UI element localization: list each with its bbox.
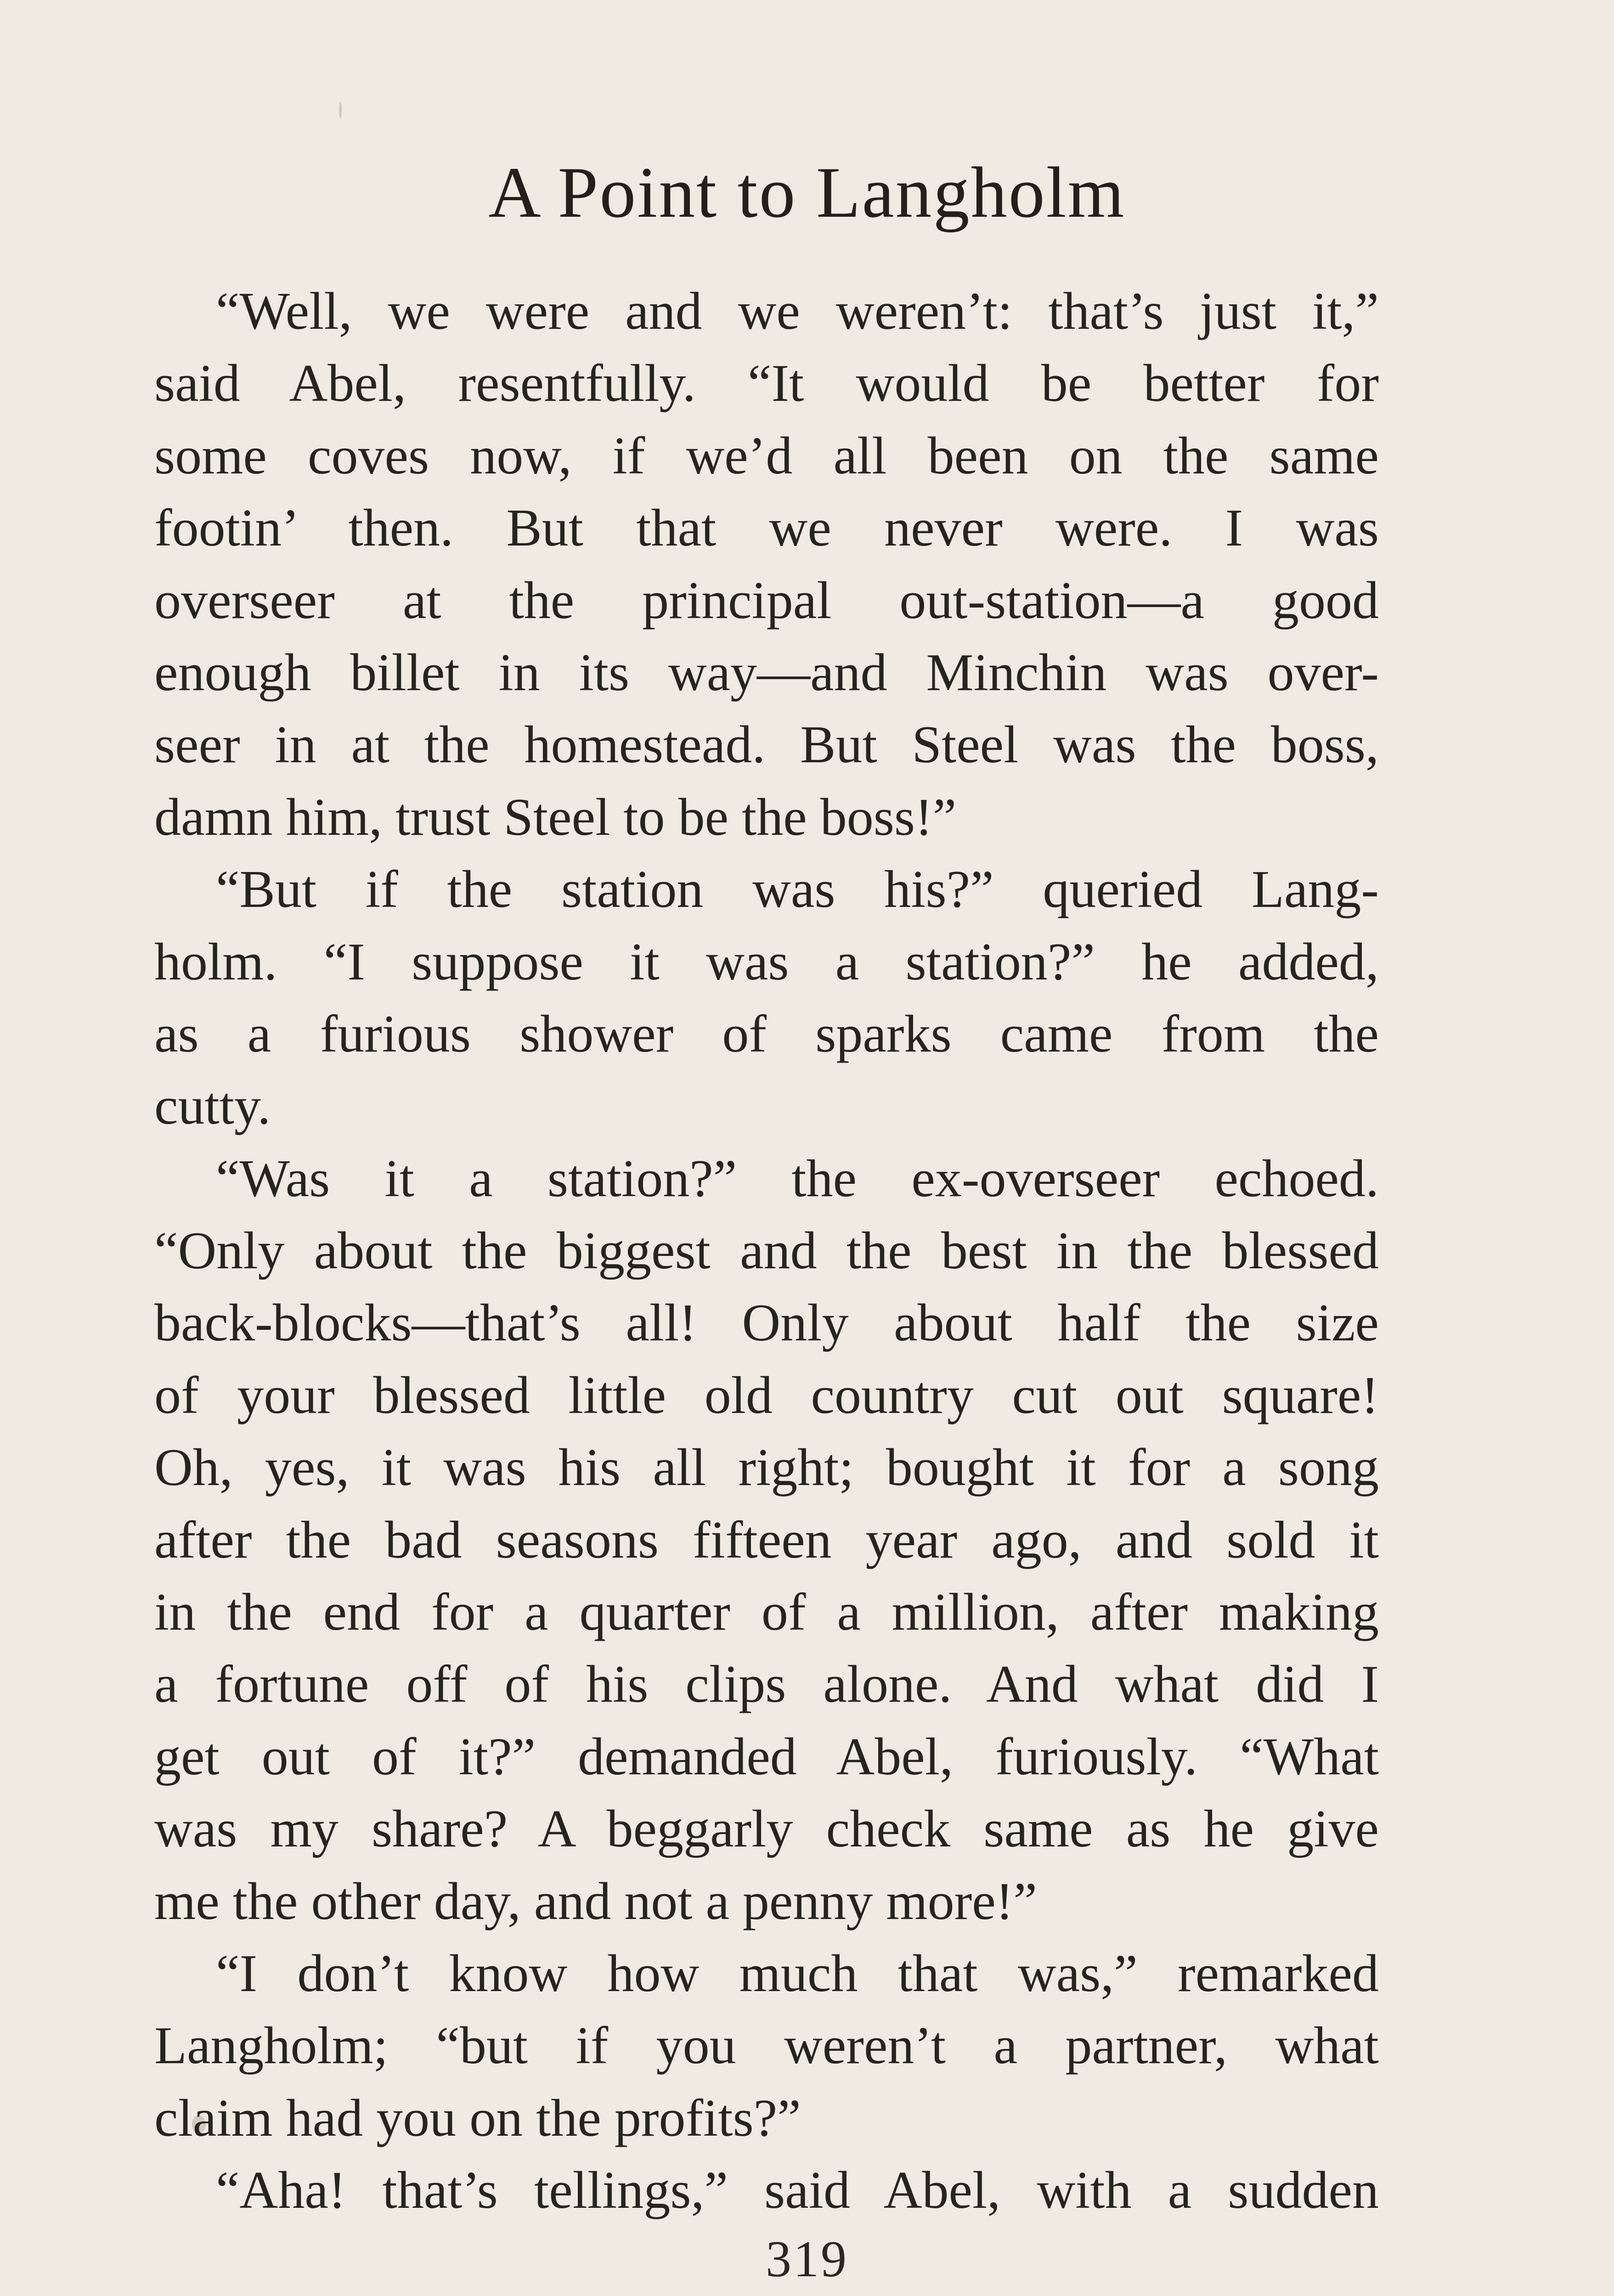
text-line: as a furious shower of sparks came from the [154,1004,1379,1064]
text-line: was my share? A beggarly check same as he give [154,1800,1379,1859]
text-line: cutty. [154,1077,271,1136]
text-line: some coves now, if we’d all been on the same [154,426,1379,485]
text-line: “Was it a station?” the ex-overseer echoed. [216,1149,1379,1208]
body-text [154,276,1379,2227]
text-line: footin’ then. But that we never were. I was [154,499,1379,558]
text-line: back-blocks—that’s all! Only about half the size [154,1294,1379,1353]
running-head: A Point to Langholm [488,152,1126,233]
text-line: of your blessed little old country cut out square! [154,1366,1379,1425]
text-line: “Only about the biggest and the best in the blessed [154,1221,1379,1281]
text-line: “Aha! that’s tellings,” said Abel, with a sudden [216,2161,1379,2220]
text-line: after the bad seasons fifteen year ago, and sold it [154,1510,1379,1570]
text-line: overseer at the principal out-station—a good [154,571,1379,630]
text-line: Oh, yes, it was his all right; bought it for a song [154,1438,1379,1497]
text-line: “Well, we were and we weren’t: that’s just it,” [216,282,1379,341]
text-line: holm. “I suppose it was a station?” he added, [154,932,1379,991]
text-line: damn him, trust Steel to be the boss!” [154,788,957,847]
page-number: 319 [766,2231,848,2288]
text-line: said Abel, resentfully. “It would be better for [154,354,1379,413]
text-line: “But if the station was his?” queried Lang- [216,860,1379,919]
text-line: get out of it?” demanded Abel, furiously. “What [154,1727,1379,1786]
paper-speck [339,102,342,118]
text-line: a fortune off of his clips alone. And what did I [154,1655,1379,1714]
text-line: “I don’t know how much that was,” remarked [216,1944,1379,2003]
text-line: me the other day, and not a penny more!” [154,1872,1037,1931]
text-line: seer in at the homestead. But Steel was the boss, [154,715,1379,775]
text-line: in the end for a quarter of a million, after making [154,1583,1379,1642]
text-line: enough billet in its way—and Minchin was over- [154,643,1379,702]
text-line: claim had you on the profits?” [154,2088,801,2148]
text-line: Langholm; “but if you weren’t a partner, what [154,2016,1379,2076]
